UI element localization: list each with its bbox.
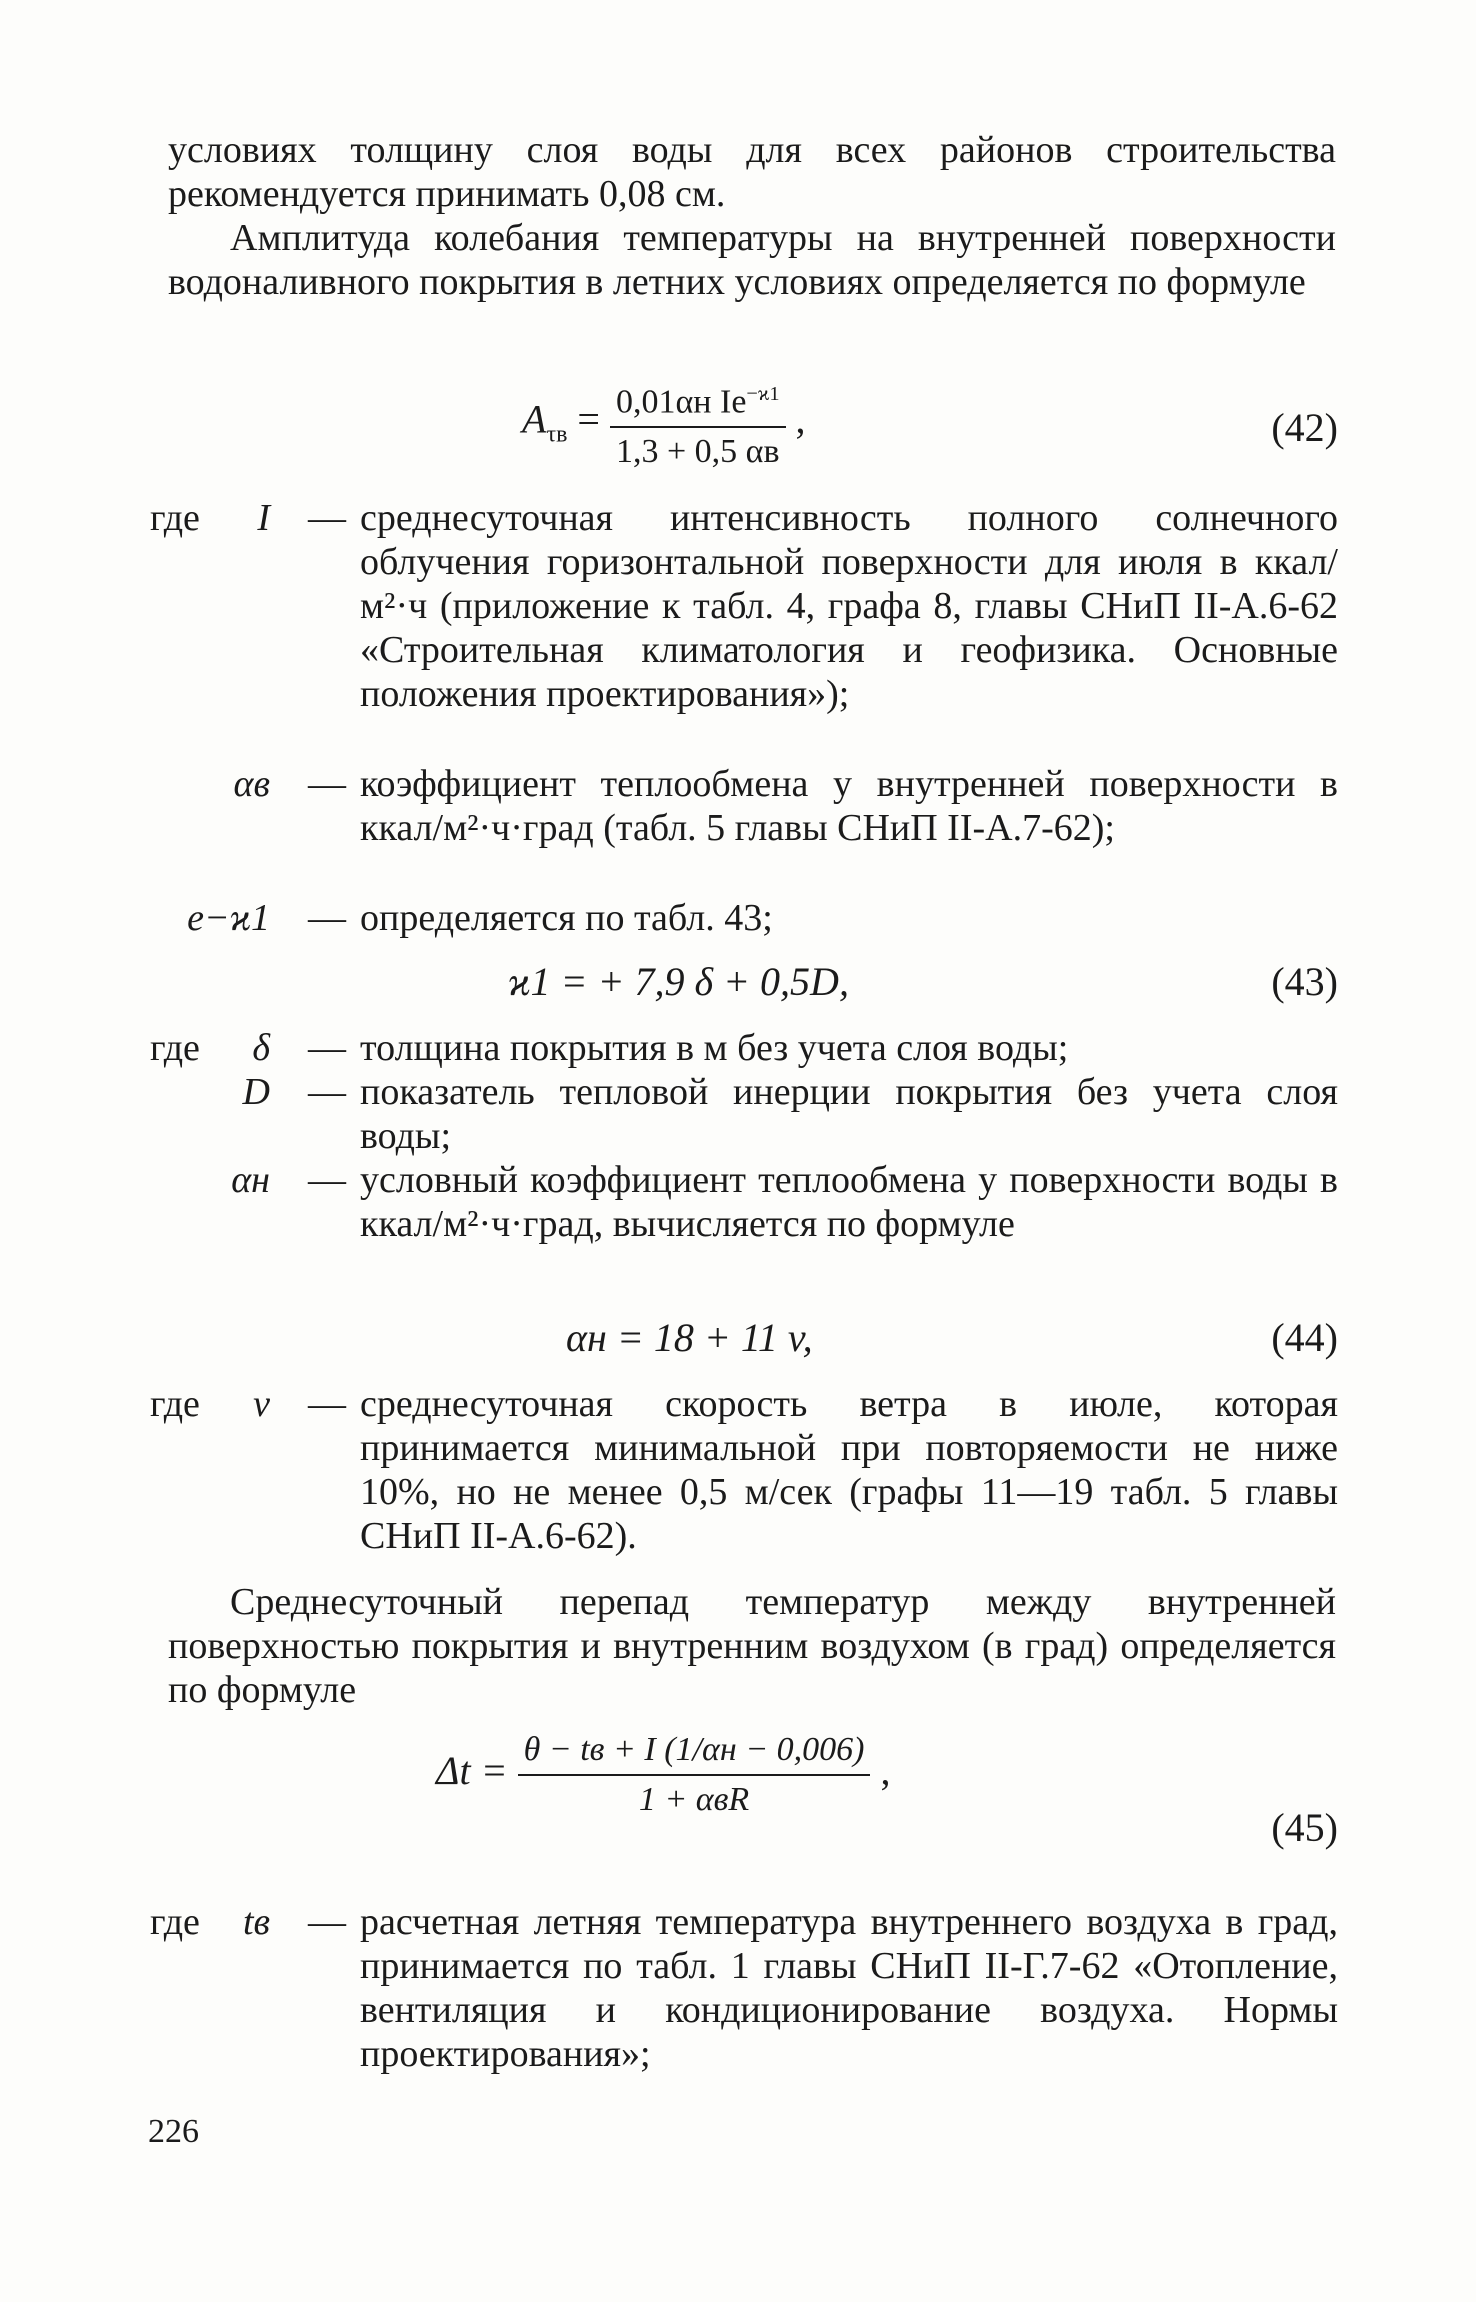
formula-45-lhs: Δt = xyxy=(436,1748,508,1794)
paragraph-1: условиях толщину слоя воды для всех районов строительства рекомендуется принимать 0,08 см. xyxy=(168,129,1336,215)
def-symbol-I: I xyxy=(257,497,270,539)
where-label-2: где xyxy=(150,1027,200,1069)
formula-42-lhs-sub: τв xyxy=(546,421,568,448)
dash: — xyxy=(308,1901,346,1943)
equation-number-43: (43) xyxy=(1271,959,1338,1004)
def-symbol-e: e−ϰ1 xyxy=(187,897,270,939)
dash: — xyxy=(308,1027,346,1069)
where-label-4: где xyxy=(150,1901,200,1943)
dash: — xyxy=(308,1159,346,1201)
def-text-D: показатель тепловой инерции покрытия без учета слоя воды; xyxy=(360,1071,1338,1157)
def-symbol-D: D xyxy=(242,1071,270,1113)
formula-45-numerator: θ − tв + I (1/αн − 0,006) xyxy=(523,1731,865,1768)
dash: — xyxy=(308,897,346,939)
dash: — xyxy=(308,763,346,805)
formula-42-denominator: 1,3 + 0,5 αв xyxy=(610,426,786,472)
def-symbol-t-v: tв xyxy=(242,1901,270,1943)
formula-45: Δt = $\frac{\theta - tв + I (1/\alpha н - 0,006)}{\text{1 + αвR}}$ , xyxy=(436,1731,891,1818)
equation-number-42: (42) xyxy=(1271,405,1338,450)
formula-42-lhs: A xyxy=(522,396,547,442)
equation-number-45: (45) xyxy=(1271,1805,1338,1850)
def-symbol-delta: δ xyxy=(252,1027,270,1069)
dash: — xyxy=(308,497,346,539)
def-symbol-v: v xyxy=(253,1383,270,1425)
def-text-t-v: расчетная летняя температура внутреннего воздуха в град, принимается по табл. 1 главы СНиП II-Г.7-62 «Отопление, вентиляция и кондиционирование воздуха. Нормы проектирования»; xyxy=(360,1901,1338,2075)
formula-45-fraction xyxy=(518,1730,871,1820)
formula-42-numerator-sup: −ϰ1 xyxy=(746,383,780,405)
formula-44: αн = 18 + 11 v, xyxy=(566,1315,813,1360)
dash: — xyxy=(308,1071,346,1113)
formula-43: ϰ1 = + 7,9 δ + 0,5D, xyxy=(508,959,849,1004)
def-text-delta: толщина покрытия в м без учета слоя воды; xyxy=(360,1027,1069,1069)
where-label-1: где xyxy=(150,497,200,539)
def-symbol-alpha-n: αн xyxy=(231,1159,270,1201)
where-label-3: где xyxy=(150,1383,200,1425)
dash: — xyxy=(308,1383,346,1425)
equation-number-44: (44) xyxy=(1271,1315,1338,1360)
def-text-alpha-v: коэффициент теплообмена у внутренней поверхности в ккал/м²·ч·град (табл. 5 главы СНиП II-А.7-62); xyxy=(360,763,1338,849)
paragraph-3: Среднесуточный перепад температур между внутренней поверхностью покрытия и внутренним воздухом (в град) определяется по формуле xyxy=(168,1581,1336,1711)
def-text-I: среднесуточная интенсивность полного солнечного облучения горизонтальной поверхности для июля в ккал/м²·ч (приложение к табл. 4, графа 8, главы СНиП II-А.6-62 «Строительная климатология и геофизика. Основные положения проектирования»); xyxy=(360,497,1338,715)
formula-42: $A_{\tau в}$ = $\frac{0,01\alpha н Ie^{-ϰ1}}{1,3 + 0,5 \alpha в}$ , xyxy=(522,374,806,472)
def-text-alpha-n: условный коэффициент теплообмена у поверхности воды в ккал/м²·ч·град, вычисляется по формуле xyxy=(360,1159,1338,1245)
def-text-e: определяется по табл. 43; xyxy=(360,897,773,939)
def-text-v: среднесуточная скорость ветра в июле, которая принимается минимальной при повторяемости не ниже 10%, но не менее 0,5 м/сек (графы 11—19 табл. 5 главы СНиП II-А.6-62). xyxy=(360,1383,1338,1557)
def-symbol-alpha-v: αв xyxy=(233,763,270,805)
formula-42-fraction xyxy=(610,374,786,472)
paragraph-2: Амплитуда колебания температуры на внутренней поверхности водоналивного покрытия в летних условиях определяется по формуле xyxy=(168,217,1336,303)
formula-45-denominator: 1 + αвR xyxy=(518,1774,871,1820)
page-number: 226 xyxy=(148,2113,199,2150)
formula-42-numerator: 0,01αн Ie xyxy=(615,383,747,421)
